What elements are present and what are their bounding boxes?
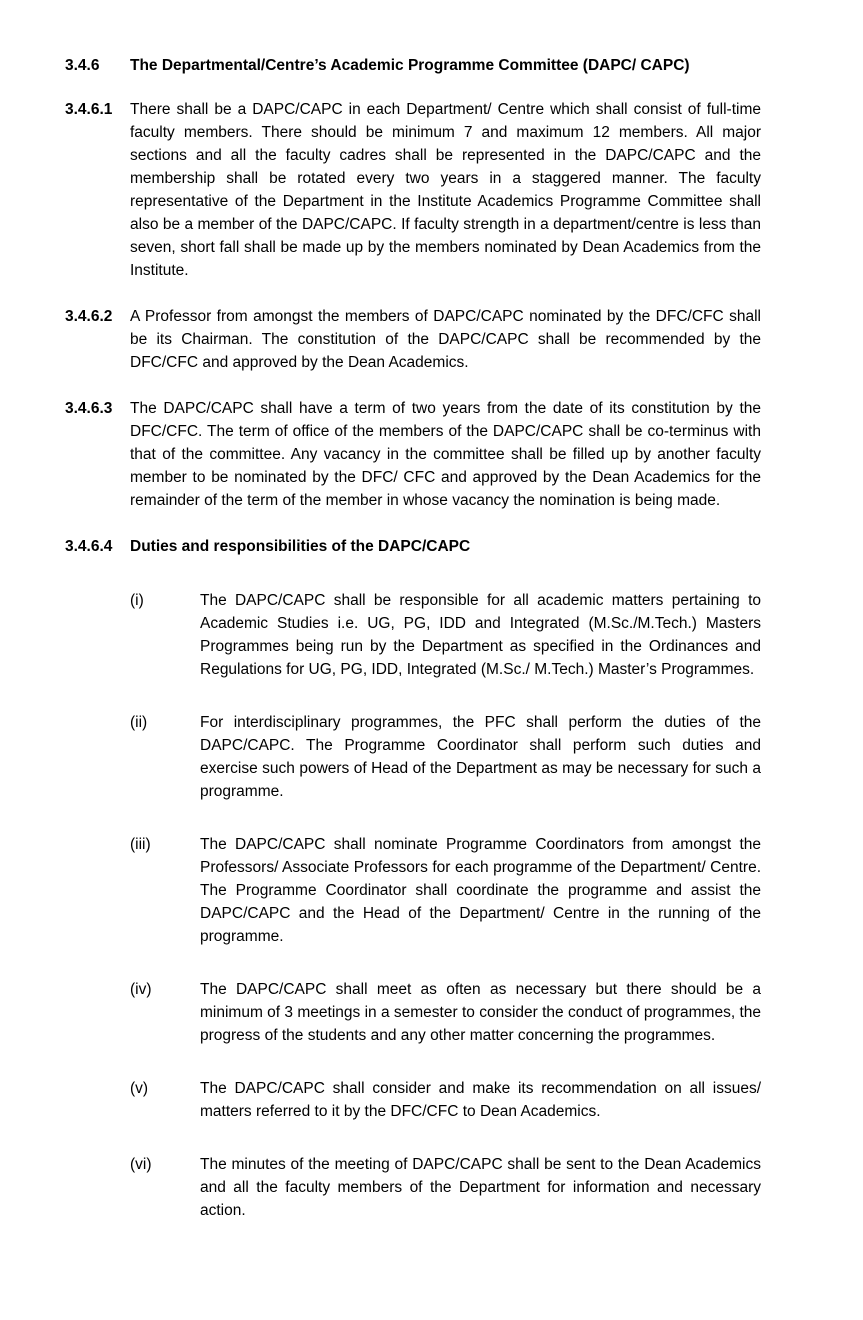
list-item (130, 711, 761, 803)
list-item-text: The minutes of the meeting of DAPC/CAPC shall be sent to the Dean Academics and all the faculty members of the Department for information and necessary action. (200, 1156, 761, 1219)
list-item (130, 1077, 761, 1123)
list-item-marker: (i) (130, 592, 144, 609)
list-item-marker: (vi) (130, 1156, 152, 1173)
list-item-text: The DAPC/CAPC shall nominate Programme Coordinators from amongst the Professors/ Associate Professors for each programme of the Department/ Centre. The Programme Coordinator shall coordinate the programme and assist the DAPC/CAPC and the Head of the Department/ Centre in the running of the programme. (200, 836, 761, 945)
list-item-text: The DAPC/CAPC shall be responsible for all academic matters pertaining to Academic Studies i.e. UG, PG, IDD and Integrated (M.Sc./M.Tech.) Masters Programmes being run by the Department as specified in the Ordinances and Regulations for UG, PG, IDD, Integrated (M.Sc./ M.Tech.) Master’s Programmes. (200, 592, 761, 678)
paragraph-number: 3.4.6.2 (65, 308, 113, 325)
paragraph-3-4-6-1 (65, 98, 761, 282)
list-item (130, 978, 761, 1047)
list-item (130, 589, 761, 681)
list-item-marker: (iv) (130, 981, 152, 998)
paragraph-number: 3.4.6.3 (65, 400, 113, 417)
list-item (130, 833, 761, 948)
subsection-heading-number: 3.4.6.4 (65, 538, 113, 555)
subsection-heading-title: Duties and responsibilities of the DAPC/CAPC (130, 538, 471, 555)
section-heading-number: 3.4.6 (65, 57, 100, 74)
paragraph-3-4-6-2 (65, 305, 761, 374)
section-heading (65, 54, 761, 77)
list-item-text: The DAPC/CAPC shall consider and make its recommendation on all issues/ matters referred to it by the DFC/CFC to Dean Academics. (200, 1080, 761, 1120)
subsection-heading (65, 535, 761, 558)
paragraph-number: 3.4.6.1 (65, 101, 113, 118)
list-item-marker: (ii) (130, 714, 148, 731)
list-item-marker: (iii) (130, 836, 151, 853)
section-heading-title: The Departmental/Centre’s Academic Programme Committee (DAPC/ CAPC) (130, 57, 690, 74)
paragraph-text: A Professor from amongst the members of DAPC/CAPC nominated by the DFC/CFC shall be its Chairman. The constitution of the DAPC/CAPC shall be recommended by the DFC/CFC and approved by the Dean Academics. (130, 308, 761, 371)
paragraph-text: The DAPC/CAPC shall have a term of two years from the date of its constitution by the DFC/CFC. The term of office of the members of the DAPC/CAPC shall be co-terminus with that of the committee. Any vacancy in the committee shall be filled up by another faculty member to be nominated by the DFC/ CFC and approved by the Dean Academics for the remainder of the term of the member in whose vacancy the nomination is being made. (130, 400, 761, 509)
list-item-text: The DAPC/CAPC shall meet as often as necessary but there should be a minimum of 3 meetings in a semester to consider the conduct of programmes, the progress of the students and any other matter concerning the programmes. (200, 981, 761, 1044)
paragraph-3-4-6-3 (65, 397, 761, 512)
list-item-marker: (v) (130, 1080, 149, 1097)
paragraph-text: There shall be a DAPC/CAPC in each Department/ Centre which shall consist of full-time faculty members. There should be minimum 7 and maximum 12 members. All major sections and all the faculty cadres shall be represented in the DAPC/CAPC and the membership shall be rotated every two years in a staggered manner. The faculty representative of the Department in the Institute Academics Programme Committee shall also be a member of the DAPC/CAPC. If faculty strength in a department/centre is less than seven, short fall shall be made up by the members nominated by Dean Academics from the Institute. (130, 101, 761, 279)
duties-list (130, 589, 761, 1222)
list-item (130, 1153, 761, 1222)
list-item-text: For interdisciplinary programmes, the PFC shall perform the duties of the DAPC/CAPC. The Programme Coordinator shall perform such duties and exercise such powers of Head of the Department as may be necessary for such a programme. (200, 714, 761, 800)
